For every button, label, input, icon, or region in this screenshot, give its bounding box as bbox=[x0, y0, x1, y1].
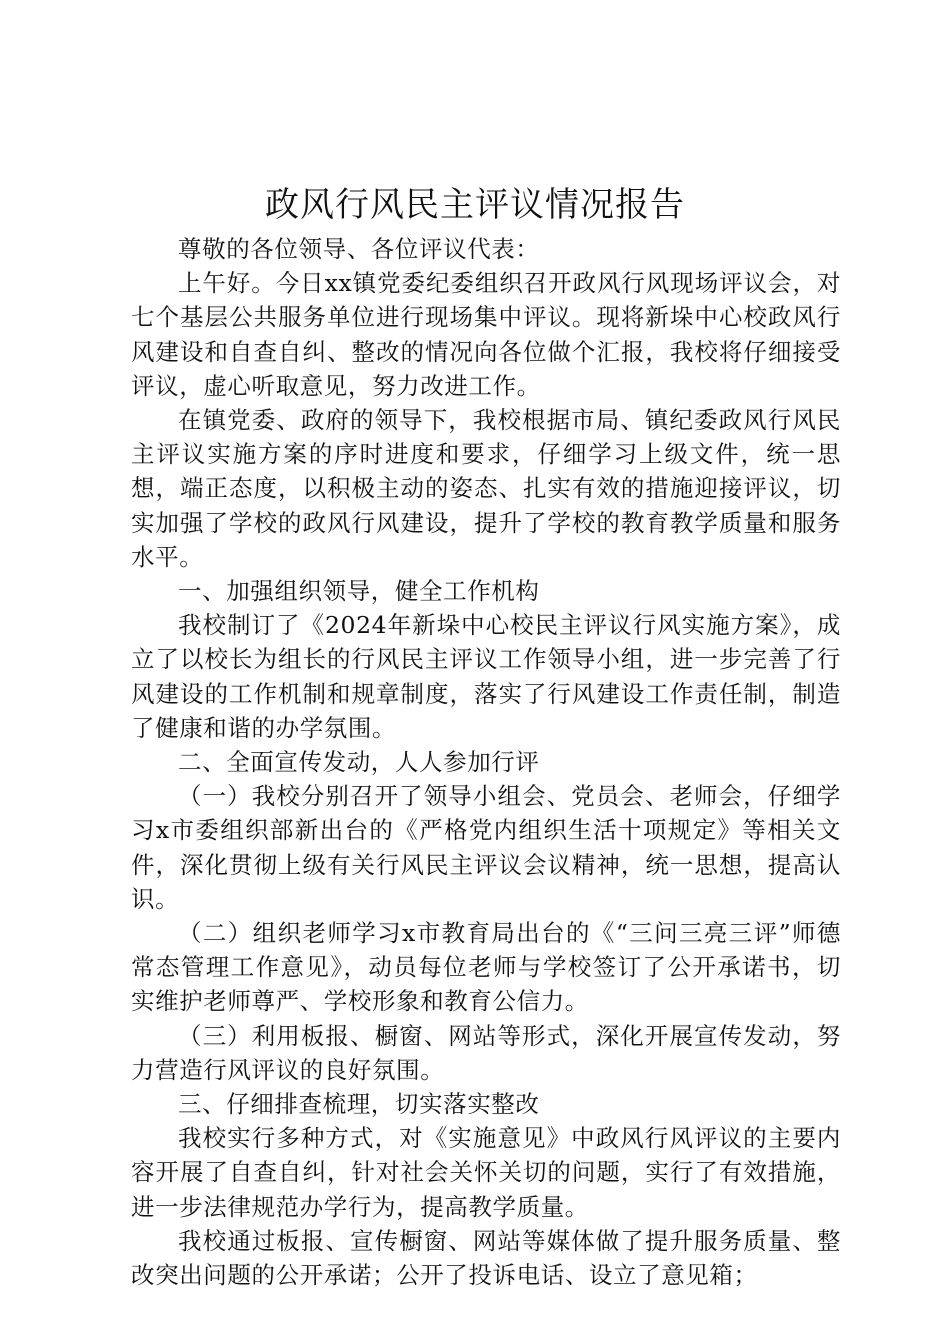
section-heading-3: 三、仔细排查梳理，切实落实整改 bbox=[178, 1090, 540, 1119]
salutation: 尊敬的各位领导、各位评议代表： bbox=[178, 235, 540, 263]
paragraph-section-1: 我校制订了《2024年新垛中心校民主评议行风实施方案》，成立了以校长为组长的行风民主评议工作领导小组，进一步完善了行风建设的工作机制和规章制度，落实了行风建设工作责任制，制造了健康和谐的办学氛围。 bbox=[131, 611, 841, 742]
paragraph-item-3: （三）利用板报、橱窗、网站等形式，深化开展宣传发动，努力营造行风评议的良好氛围。 bbox=[131, 1021, 841, 1084]
document-body bbox=[131, 232, 841, 1292]
paragraph-section-3a: 我校实行多种方式，对《实施意见》中政风行风评议的主要内容开展了自查自纠，针对社会关怀关切的问题，实行了有效措施，进一步法律规范办学行为，提高教学质量。 bbox=[131, 1124, 841, 1221]
paragraph-section-3b: 我校通过板报、宣传橱窗、网站等媒体做了提升服务质量、整改突出问题的公开承诺；公开了投诉电话、设立了意见箱； bbox=[131, 1226, 841, 1290]
section-heading-2: 二、全面宣传发动，人人参加行评 bbox=[178, 748, 540, 777]
paragraph-intro: 在镇党委、政府的领导下，我校根据市局、镇纪委政风行风民主评议实施方案的序时进度和要求，仔细学习上级文件，统一思想，端正态度，以积极主动的姿态、扎实有效的措施迎接评议，切实加强了学校的政风行风建设，提升了学校的教育教学质量和服务水平。 bbox=[131, 406, 841, 571]
paragraph-item-1: （一）我校分别召开了领导小组会、党员会、老师会，仔细学习x市委组织部新出台的《严格党内组织生活十项规定》等相关文件，深化贯彻上级有关行风民主评议会议精神，统一思想，提高认识。 bbox=[131, 782, 841, 913]
section-heading-1: 一、加强组织领导，健全工作机构 bbox=[178, 577, 540, 606]
paragraph-item-2: （二）组织老师学习x市教育局出台的《“三问三亮三评”师德常态管理工作意见》，动员每位老师与学校签订了公开承诺书，切实维护老师尊严、学校形象和教育公信力。 bbox=[131, 919, 841, 1016]
paragraph-greeting: 上午好。今日xx镇党委纪委组织召开政风行风现场评议会，对七个基层公共服务单位进行现场集中评议。现将新垛中心校政风行风建设和自查自纠、整改的情况向各位做个汇报，我校将仔细接受评议，虚心听取意见，努力改进工作。 bbox=[131, 269, 841, 400]
document-title: 政风行风民主评议情况报告 bbox=[265, 185, 685, 225]
